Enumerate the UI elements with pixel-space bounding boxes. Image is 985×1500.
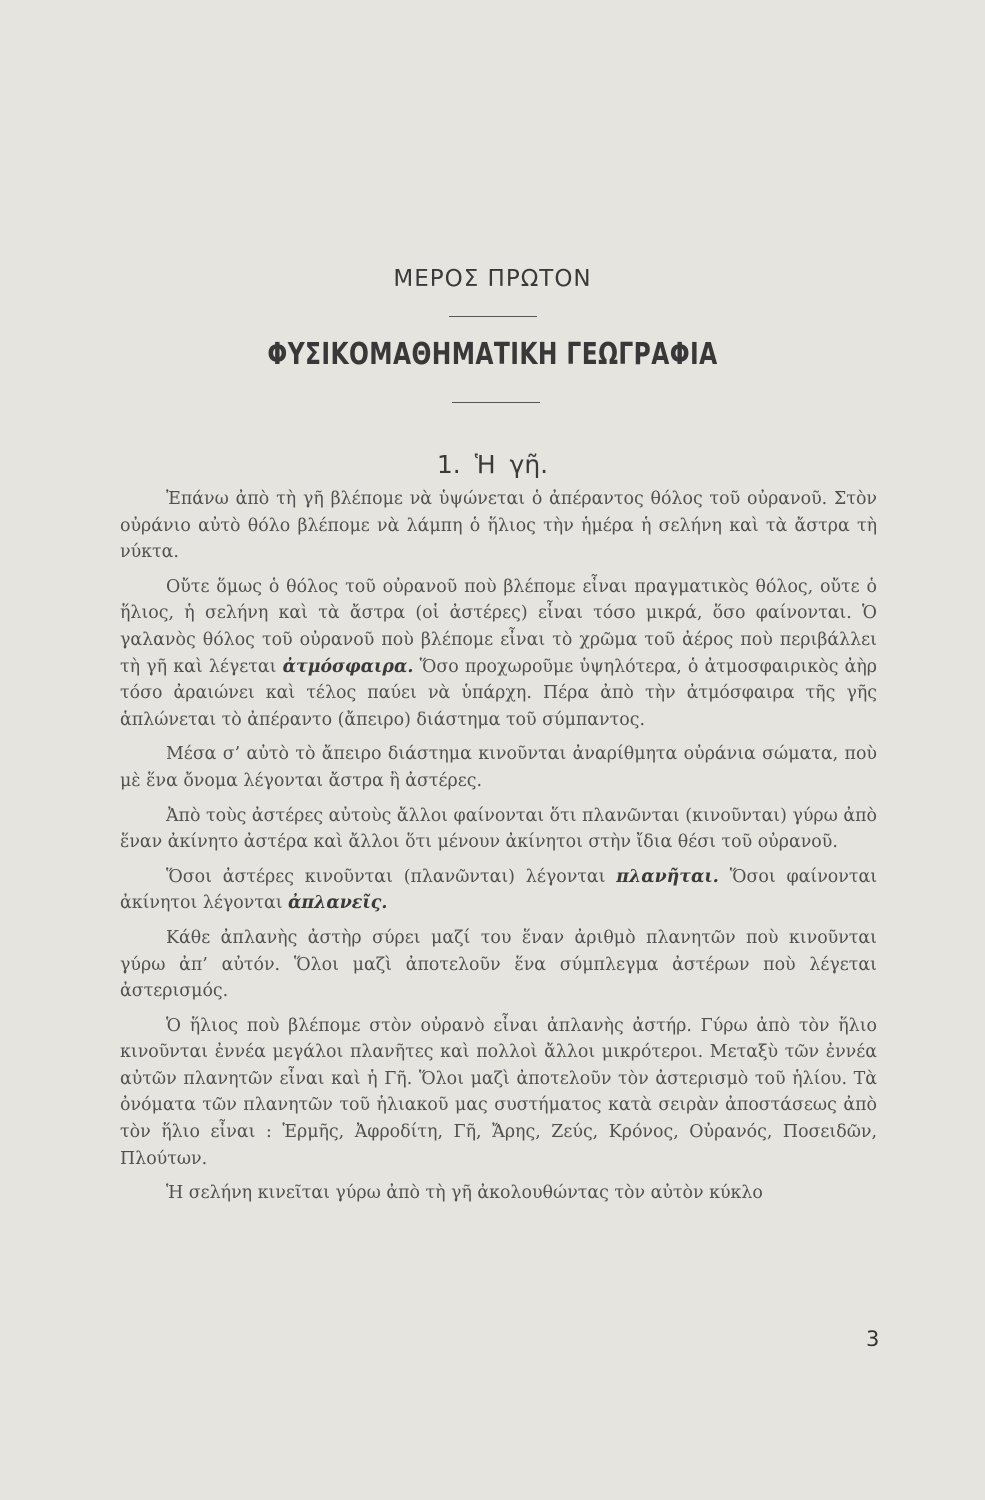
- paragraph: Ἀπὸ τοὺς ἀστέρες αὐτοὺς ἄλλοι φαίνονται ὅτι πλανῶνται (κινοῦνται) γύρω ἀπὸ ἕναν ἀκίνητο ἀστέρα καὶ ἄλλοι ὅτι μένουν ἀκίνητοι στὴν ἴδια θέσι τοῦ οὐρανοῦ.: [120, 805, 877, 853]
- part-title: ΜΕΡΟΣ ΠΡΩΤΟΝ: [393, 266, 592, 292]
- page-number: 3: [866, 1327, 880, 1351]
- text-run: Ὅσοι ἀστέρες κινοῦνται (πλανῶνται) λέγονται: [166, 866, 606, 887]
- paragraph: Κάθε ἀπλανὴς ἀστὴρ σύρει μαζί του ἕναν ἀριθμὸ πλανητῶν ποὺ κινοῦνται γύρω ἀπ’ αὐτόν. Ὅλοι μαζὶ ἀποτελοῦν ἕνα σύμπλεγμα ἀστέρων ποὺ λέγεται ἀστερισμός.: [120, 927, 877, 1002]
- main-title: ΦΥΣΙΚΟΜΑΘΗΜΑΤΙΚΗ ΓΕΩΓΡΑΦΙΑ: [267, 337, 718, 372]
- body-text: [120, 486, 877, 1215]
- section-title: 1. Ἡ γῆ.: [436, 450, 549, 479]
- text-run: Ὅσοι φαίνονται ἀκίνητοι λέγονται: [120, 866, 878, 914]
- divider-rule: [449, 316, 537, 317]
- text-run: Οὔτε ὅμως ὁ θόλος τοῦ οὐρανοῦ ποὺ βλέπομε εἶναι πραγματικὸς θόλος, οὔτε ὁ ἥλιος, ἡ σελήνη καὶ τὰ ἄστρα (οἱ ἀστέρες) εἶναι τόσο μικρά, ὅσο φαίνονται. Ὁ γαλανὸς θόλος τοῦ οὐρανοῦ ποὺ βλέπομε εἶναι τὸ χρῶμα τοῦ ἀέρος ποὺ περιβάλλει τὴ γῆ καὶ λέγεται: [120, 576, 877, 677]
- paragraph: Μέσα σ’ αὐτὸ τὸ ἄπειρο διάστημα κινοῦνται ἀναρίθμητα οὐράνια σώματα, ποὺ μὲ ἕνα ὄνομα λέγονται ἄστρα ἢ ἀστέρες.: [120, 744, 877, 791]
- text-run: Ὅσο προχωροῦμε ὑψηλότερα, ὁ ἀτμοσφαιρικὸς ἀὴρ τόσο ἀραιώνει καὶ τέλος παύει νὰ ὑπάρχη. Πέρα ἀπὸ τὴν ἀτμόσφαιρα τῆς γῆς ἁπλώνεται τὸ ἀπέραντο (ἄπειρο) διάστημα τοῦ σύμπαντος.: [120, 656, 878, 730]
- paragraph: Ἡ σελήνη κινεῖται γύρω ἀπὸ τὴ γῆ ἀκολουθώντας τὸν αὐτὸν κύκλο: [166, 1183, 763, 1204]
- divider-rule: [452, 402, 540, 403]
- paragraph: Ὁ ἥλιος ποὺ βλέπομε στὸν οὐρανὸ εἶναι ἀπλανὴς ἀστήρ. Γύρω ἀπὸ τὸν ἥλιο κινοῦνται ἐννέα μεγάλοι πλανῆτες καὶ πολλοὶ ἄλλοι μικρότεροι. Μεταξὺ τῶν ἐννέα αὐτῶν πλανητῶν εἶναι καὶ ἡ Γῆ. Ὅλοι μαζὶ ἀποτελοῦν τὸν ἀστερισμὸ τοῦ ἡλίου. Τὰ ὀνόματα τῶν πλανητῶν τοῦ ἡλιακοῦ μας συστήματος κατὰ σειρὰν ἀποστάσεως ἀπὸ τὸν ἥλιο εἶναι : Ἑρμῆς, Ἀφροδίτη, Γῆ, Ἄρης, Ζεύς, Κρόνος, Οὐρανός, Ποσειδῶν, Πλούτων.: [120, 1015, 877, 1169]
- term-fixed-stars: ἀπλανεῖς.: [288, 893, 388, 914]
- paragraph: [120, 864, 877, 917]
- paragraph: Ἐπάνω ἀπὸ τὴ γῆ βλέπομε νὰ ὑψώνεται ὁ ἀπέραντος θόλος τοῦ οὐρανοῦ. Στὸν οὐράνιο αὐτὸ θόλο βλέπομε νὰ λάμπη ὁ ἥλιος τὴν ἡμέρα ἡ σελήνη καὶ τὰ ἄστρα τὴ νύκτα.: [120, 489, 877, 563]
- paragraph: [120, 574, 877, 734]
- term-planets: πλανῆται.: [616, 866, 719, 887]
- term-atmosphere: ἀτμόσφαιρα.: [282, 656, 414, 677]
